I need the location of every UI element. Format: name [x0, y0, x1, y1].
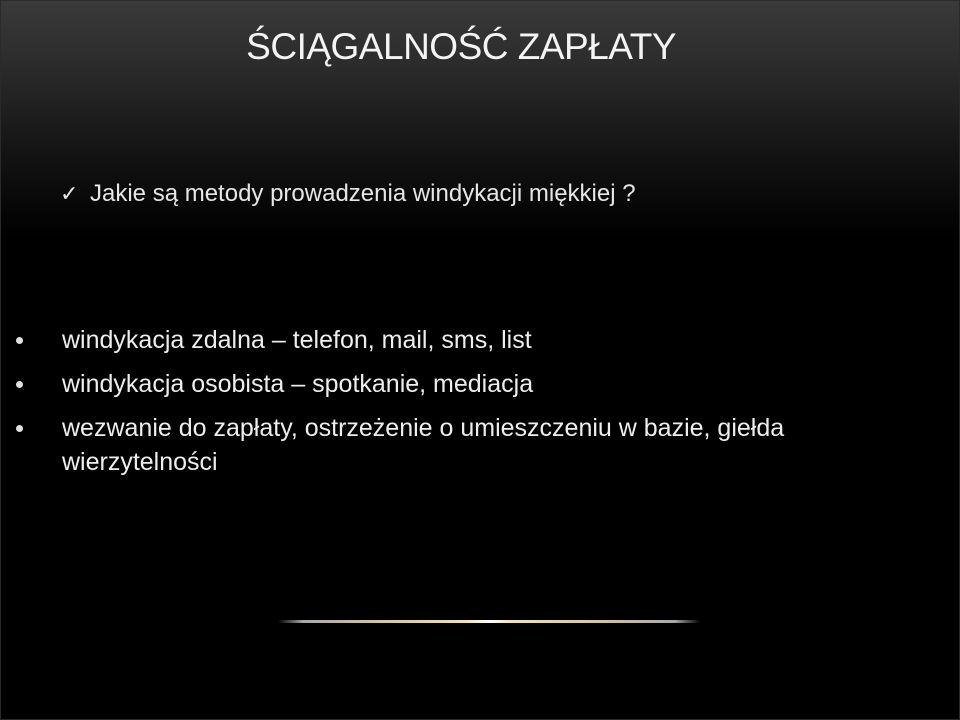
slide-title: ŚCIĄGALNOŚĆ ZAPŁATY — [246, 26, 676, 67]
decorative-divider — [278, 620, 700, 623]
question-line — [60, 180, 636, 208]
bullet-text: wezwanie do zapłaty, ostrzeżenie o umieszczeniu w bazie, giełda wierzytelności — [62, 414, 785, 476]
list-item — [12, 411, 912, 479]
checkmark-icon: ✓ — [60, 181, 79, 206]
bullet-icon — [16, 425, 23, 432]
list-item — [12, 323, 912, 357]
bullet-text: windykacja osobista – spotkanie, mediacja — [62, 370, 534, 398]
question-text: Jakie są metody prowadzenia windykacji miękkiej ? — [90, 180, 636, 207]
bullet-icon — [16, 337, 23, 344]
bullet-icon — [16, 381, 23, 388]
bullet-list — [12, 323, 912, 479]
bullet-text: windykacja zdalna – telefon, mail, sms, list — [62, 326, 532, 354]
list-item — [12, 367, 912, 401]
